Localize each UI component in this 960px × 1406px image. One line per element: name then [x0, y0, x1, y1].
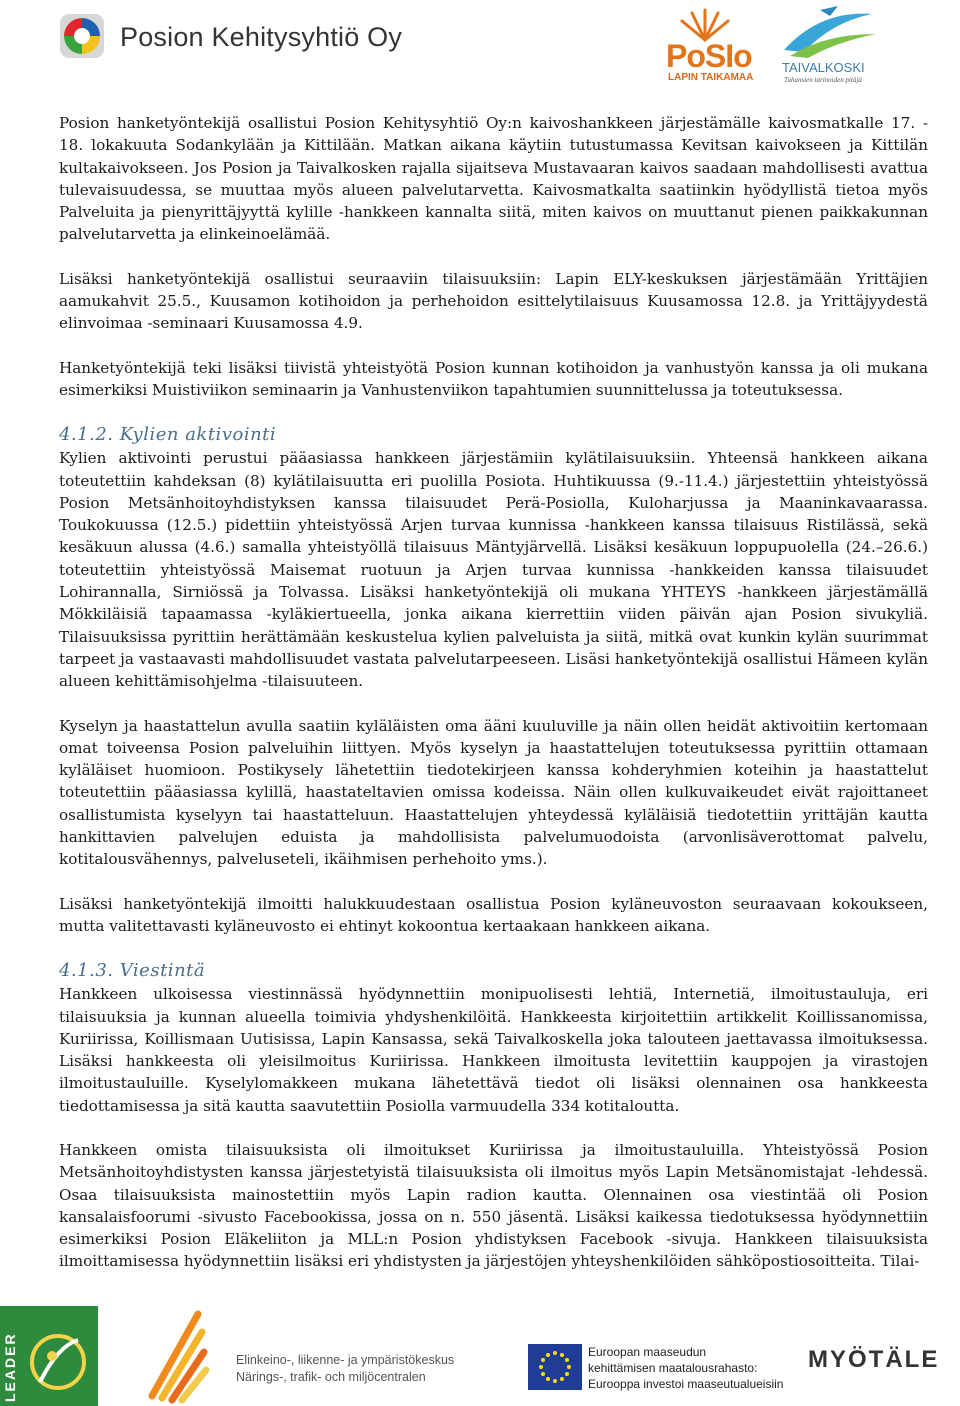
taivalkoski-tagline: Tuhansien tarinoiden pitäjä [784, 76, 862, 84]
org-name: Posion Kehitysyhtiö Oy [120, 22, 403, 52]
posion-kehitysyhtio-logo-icon [58, 12, 106, 60]
taivalkoski-swoosh-icon [780, 4, 880, 60]
ely-flame-icon [142, 1304, 212, 1404]
ely-centre-logo-text [236, 1352, 454, 1386]
leader-logo [0, 1306, 98, 1406]
document-body [59, 112, 928, 1295]
page-footer [0, 1300, 960, 1406]
ely-line-sv: Närings-, trafik- och miljöcentralen [236, 1370, 426, 1384]
taivalkoski-wordmark: TAIVALKOSKI [782, 60, 865, 75]
section-heading: 4.1.2. Kylien aktivointi [59, 424, 277, 446]
posio-logo [664, 4, 754, 84]
body-paragraph: Hanketyöntekijä teki lisäksi tiivistä yhteistyötä Posion kunnan kotihoidon ja vanhustyön kanssa ja oli mukana esimerkiksi Muistiviikon seminaarin ja Vanhustenviikon tapahtumien suunnittelussa ja toteutuksessa. [59, 358, 928, 399]
eu-line: kehittämisen maatalousrahasto: [588, 1361, 758, 1375]
body-paragraph: Lisäksi hanketyöntekijä ilmoitti halukkuudestaan osallistua Posion kyläneuvoston seuraavaan kokoukseen, mutta valitettavasti kyläneuvosto ei ehtinyt kokoontua kertaakaan hankkeen aikana. [59, 894, 928, 935]
eu-flag-icon [528, 1344, 582, 1390]
body-paragraph: Posion hanketyöntekijä osallistui Posion Kehitysyhtiö Oy:n kaivoshankkeen järjestämälle kaivosmatkalle 17. - 18. lokakuuta Sodankylään ja Kittilään. Matkan aikana käytiin tutustumassa Kevitsan kaivokseen ja Kittilän kultakaivokseen. Jos Posion ja Taivalkosken rajalla sijaitseva Mustavaaran kaivos saadaan mahdollisesti avattua tulevaisuudessa, se muuttaa myös alueen palvelutarvetta. Kaivosmatkalta saatiinkin hyödyllistä tietoa myös Palveluita ja pienyrittäjyyttä kylille -hankkeen kannalta siitä, miten kaivos on muuttanut pienen paikkakunnan palvelutarvetta ja elinkeinoelämää. [59, 114, 928, 244]
posio-wordmark: PoSIo [666, 38, 752, 74]
eu-fund-text [588, 1344, 783, 1392]
page-header [0, 0, 960, 100]
body-paragraph: Lisäksi hanketyöntekijä osallistui seuraaviin tilaisuuksiin: Lapin ELY-keskuksen järjestämään Yrittäjien aamukahvit 25.5., Kuusamon kotihoidon ja perhehoidon esittelytilaisuus Kuusamossa 12.8. ja Yrittäjyydestä elinvoimaa -seminaari Kuusamossa 4.9. [59, 269, 928, 333]
leader-label: LEADER [2, 1332, 18, 1402]
myotale-logo: MYÖTÄLE [808, 1346, 940, 1373]
taivalkoski-logo [780, 4, 880, 84]
body-paragraph: Kylien aktivointi perustui pääasiassa hankkeen järjestämiin kylätilaisuuksiin. Yhteensä hankkeen aikana toteutettiin kahdeksan (8) kylätilaisuutta eri puolilla Posiota. Huhtikuussa (9.-11.4.) järjestettiin yhteistyössä Posion Metsänhoitoyhdistyksen kanssa tilaisuudet Perä-Posiolla, Kuloharjussa ja Maaninkavaarassa. Toukokuussa (12.5.) pidettiin yhteistyössä Arjen turvaa kunnissa -hankkeen kanssa tilaisuus Ristilässä, sekä kesäkuun alussa (4.6.) samalla yhteistyöllä tilaisuus Mäntyjärvellä. Lisäksi kesäkuun loppupuolella (24.–26.6.) toteutettiin yhteistyössä Maisemat ruotuun ja Arjen turvaa kunnissa -hankkeiden kanssa tilaisuudet Lohirannalla, Sirniössä ja Tolvassa. Lisäksi hanketyöntekijä oli mukana YHTEYS -hankkeen järjestämällä Mökkiläisiä tapaamassa -kyläkiertueella, jonka aikana kierrettiin viiden päivän ajan Posion sivukyliä. Tilaisuuksissa pyrittiin herättämään keskustelua kylien palveluista ja siitä, mitkä ovat kunkin kylän suurimmat tarpeet ja vastaavasti mahdollisuudet vastata palvelutarpeeseen. Lisäsi hanketyöntekijä osallistui Hämeen kylän alueen kehittämisohjelma -tilaisuuteen. [59, 449, 928, 691]
eu-line: Eurooppa investoi maaseutualueisiin [588, 1377, 784, 1391]
section-heading: 4.1.3. Viestintä [59, 960, 206, 982]
body-paragraph: Kyselyn ja haastattelun avulla saatiin kyläläisten oma ääni kuuluville ja näin ollen heidät aktivoitiin kertomaan omat toiveensa Posion palveluihin liittyen. Myös kyselyn ja haastattelujen toteutuksessa pyrittiin ottamaan kyläläiset huomioon. Postikysely lähetettiin tiedotekirjeen kanssa kohderyhmien koteihin ja haastattelut toteutettiin pääasiassa kylillä, haastateltavien omissa kodeissa. Näin ollen kulkuvaikeudet eivät rajoittaneet osallistumista kyselyyn tai haastatteluun. Haastattelujen yhteydessä kyläläisiä tiedotettiin yrittäjän kautta hankittavien palvelujen eduista ja mahdollisista palvelumuodoista (arvonlisäverottomat palvelu, kotitalousvähennys, palveluseteli, ikäihmisen perhehoito yms.). [59, 716, 928, 869]
eu-line: Euroopan maaseudun [588, 1345, 707, 1359]
ely-line-fi: Elinkeino-, liikenne- ja ympäristökeskus [236, 1353, 455, 1367]
body-paragraph: Hankkeen omista tilaisuuksista oli ilmoitukset Kuriirissa ja ilmoitustauluilla. Yhteistyössä Posion Metsänhoitoyhdistysten kanssa järjestetyistä tilaisuuksista oli ilmoitus myös Lapin Metsänomistajat -lehdessä. Osaa tilaisuuksista mainostettiin myös Lapin radion kautta. Olennainen osa viestintää oli Posion kansalaisfoorumi -sivusto Facebookissa, jossa on n. 550 jäsentä. Lisäksi kaikessa tiedotuksessa hyödynnettiin esimerkiksi Posion Eläkeliiton ja MLL:n Posion yhdistyksen Facebook -sivuja. Hankkeen tilaisuuksista ilmoittamisessa hyödynnettiin lisäksi eri yhdistysten ja järjestöjen yhteyshenkilöiden sähköpostiosoitteita. Tilai- [59, 1140, 928, 1271]
posio-tagline: LAPIN TAIKAMAA [668, 72, 754, 83]
body-paragraph: Hankkeen ulkoisessa viestinnässä hyödynnettiin monipuolisesti lehtiä, Internetiä, ilmoitustauluja, eri tilaisuuksia ja kunnan alueella toimivia yhdyshenkilöitä. Hankkeesta kirjoitettiin artikkelit Koillissanomissa, Kuriirissa, Koillismaan Uutisissa, Lapin Kansassa, sekä Taivalkoskella joka talouteen jaettavassa ilmoituksessa. Lisäksi hankkeesta oli yleisilmoitus Kuriirissa. Hankkeen ilmoitusta levitettiin kauppojen ja virastojen ilmoitustauluille. Kyselylomakkeen mukana lähetettävä tiedot oli lisäksi olennainen osa hankkeesta tiedottamisessa ja sitä kautta saavutettiin Posiolla varmuudella 334 kotitaloutta. [59, 985, 928, 1115]
eu-stars-icon [528, 1344, 582, 1390]
